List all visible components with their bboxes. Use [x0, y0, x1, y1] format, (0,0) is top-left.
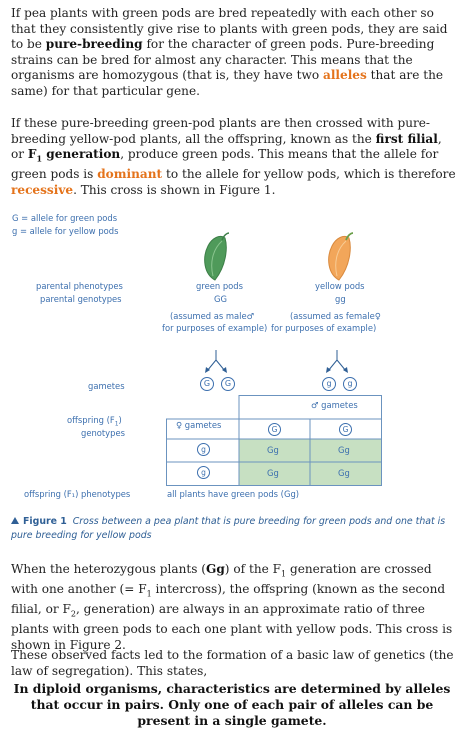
- grid-col-allele-2: G: [339, 423, 352, 436]
- term-pure-breeding: pure-breeding: [45, 37, 143, 52]
- caption-text: Cross between a pea plant that is pure breeding for green pods and one that is pure breeding for yellow pods: [11, 516, 446, 541]
- grid-col-allele-1: G: [268, 423, 281, 436]
- grid-cell: Gg: [338, 468, 350, 478]
- law-of-segregation-statement: In diploid organisms, characteristics are determined by alleles that occur in pairs. Only one of each pair of alleles can be present in a single gamete.: [13, 681, 451, 728]
- caption-triangle-icon: [11, 517, 19, 524]
- green-phenotype: green pods: [196, 281, 243, 291]
- male-gamete-1: G: [200, 377, 214, 391]
- term-first-filial: first filial: [375, 131, 438, 146]
- caption-label: Figure 1: [23, 516, 67, 527]
- label-gametes: gametes: [88, 381, 125, 391]
- figure-caption: [11, 515, 451, 542]
- label-offspring-genotypes: offspring $(F_1)$: [67, 415, 122, 428]
- term-recessive: recessive: [11, 182, 74, 197]
- key-green-allele: G = allele for green pods: [12, 213, 118, 223]
- grid-row-allele-2: g: [197, 466, 210, 479]
- female-gamete-2: g: [343, 377, 357, 391]
- green-genotype: GG: [214, 294, 227, 304]
- female-gamete-1: g: [322, 377, 336, 391]
- label-parental-phenotypes: parental phenotypes: [36, 281, 123, 291]
- grid-cell: Gg: [267, 445, 279, 455]
- paragraph-pure-breeding: If pea plants with green pods are bred repeatedly with each other so that they consistently give rise to plants with green pods, they are said to be pure-breeding for the character of green pods. Pure-breeding strains can be bred for almost any character. This means that the organisms are homozygous (that is, they have two alleles that are the same) for that particular gene.: [11, 6, 448, 98]
- yellow-phenotype: yellow pods: [315, 281, 365, 291]
- yellow-gamete-arrows-icon: [317, 350, 357, 374]
- term-alleles: alleles: [322, 68, 367, 83]
- green-note-line1: (assumed as male♂: [170, 311, 255, 321]
- label-parental-genotypes: parental genotypes: [40, 294, 122, 304]
- yellow-note-line2: for purposes of example): [271, 323, 377, 333]
- grid-cell: Gg: [338, 445, 350, 455]
- green-gamete-arrows-icon: [196, 350, 236, 374]
- yellow-note-line1: (assumed as female♀: [290, 311, 381, 321]
- label-offspring-genotypes-2: genotypes: [81, 428, 125, 438]
- grid-cell: Gg: [267, 468, 279, 478]
- label-offspring-phenotypes: offspring (F₁) phenotypes: [24, 489, 131, 499]
- yellow-pod-icon: [322, 232, 356, 282]
- paragraph-law-intro: These observed facts led to the formation of a basic law of genetics (the law of segregation). This states,: [11, 648, 454, 678]
- term-f1-generation: $F_1$ generation: [27, 147, 121, 164]
- yellow-genotype: gg: [335, 294, 346, 304]
- male-gamete-2: G: [221, 377, 235, 391]
- term-gg: Gg: [206, 562, 225, 576]
- paragraph-first-filial: If these pure-breeding green-pod plants are then crossed with pure-breeding yellow-pod plants, all the offspring, known as the first filial, or $F_1$ generation, produce green pods. This means that the allele for green pods is dominant to the allele for yellow pods, which is therefore recessive. This cross is shown in Figure 1.: [11, 116, 456, 197]
- green-note-line2: for purposes of example): [162, 323, 268, 333]
- punnett-grid: [166, 395, 382, 486]
- key-yellow-allele: g = allele for yellow pods: [12, 226, 119, 236]
- grid-male-gametes-header: ♂ gametes: [311, 400, 358, 410]
- grid-row-allele-1: g: [197, 443, 210, 456]
- green-pod-icon: [198, 232, 232, 282]
- offspring-phenotype-text: all plants have green pods (Gg): [167, 489, 300, 499]
- paragraph-f2-generation: When the heterozygous plants (Gg) of the $F_1$ generation are crossed with one another (= $F_1$ intercross), the offspring (known as the second filial, or $F_2$, generation) are always in an approximate ratio of three plants with green pods to each one plant with yellow pods. This cross is shown in Figure 2.: [11, 562, 453, 652]
- grid-female-gametes-header: ♀ gametes: [176, 420, 222, 430]
- term-dominant: dominant: [97, 167, 163, 182]
